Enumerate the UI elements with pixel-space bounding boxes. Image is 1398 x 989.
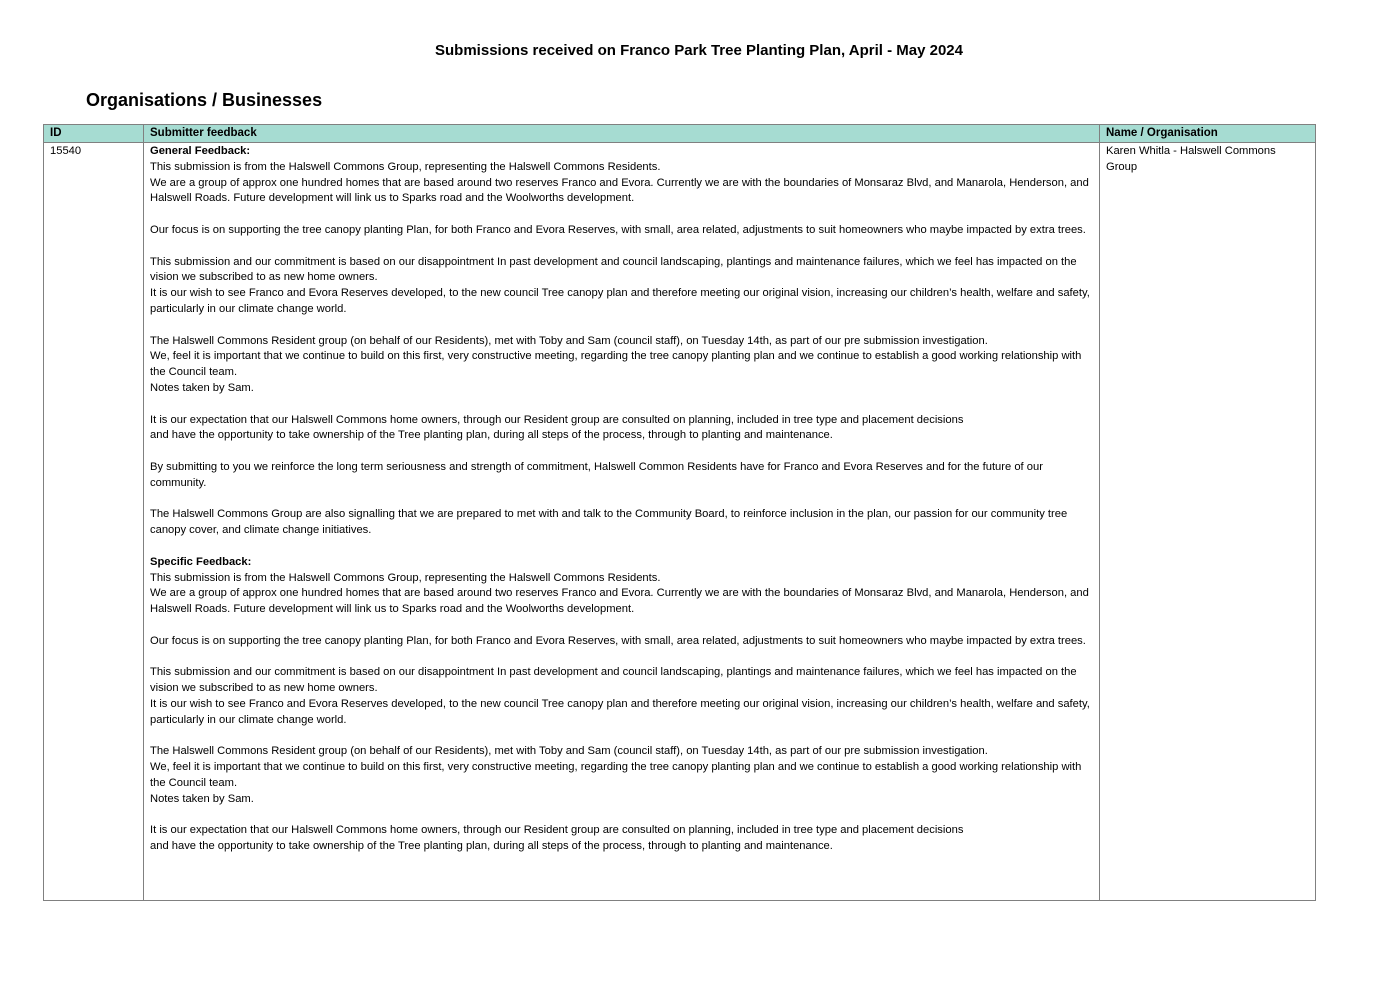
specific-paragraph: The Halswell Commons Resident group (on behalf of our Residents), met with Toby and Sam (council staff), on Tuesday 14th, as part of our pre submission investigation. We, feel it is important that we continue to build on this first, very constructive meeting, regarding the tree canopy planting plan and we continue to establish a good working relationship with the Council team. Notes taken by Sam. [150, 745, 1082, 805]
general-paragraph: By submitting to you we reinforce the long term seriousness and strength of commitment, Halswell Common Residents have for Franco and Evora Reserves and for the future of our community. [150, 460, 1043, 489]
general-paragraph: The Halswell Commons Group are also signalling that we are prepared to met with and talk to the Community Board, to reinforce inclusion in the plan, our passion for our community tree canopy cover, and climate change initiatives. [150, 508, 1068, 537]
specific-paragraph: It is our expectation that our Halswell Commons home owners, through our Resident group are consulted on planning, included in tree type and placement decisions and have the opportunity to take ownership of the Tree planting plan, during all steps of the process, through to planting and maintenance. [150, 824, 964, 853]
cell-name-organisation: Karen Whitla - Halswell Commons Group [1100, 143, 1316, 901]
page-title: Submissions received on Franco Park Tree Planting Plan, April - May 2024 [435, 42, 963, 59]
header-feedback: Submitter feedback [144, 125, 1100, 143]
specific-paragraph: Our focus is on supporting the tree canopy planting Plan, for both Franco and Evora Reserves, with small, area related, adjustments to suit homeowners who maybe impacted by extra trees. [150, 634, 1086, 647]
section-heading: Organisations / Businesses [86, 90, 323, 110]
general-feedback-heading: General Feedback: [150, 145, 251, 157]
header-id: ID [44, 125, 144, 143]
specific-paragraph: This submission is from the Halswell Commons Group, representing the Halswell Commons Residents. We are a group of approx one hundred homes that are based around two reserves Franco and Evora. Currently we are with the boundaries of Monsaraz Blvd, and Manarola, Henderson, and Halswell Roads. Future development will link us to Sparks road and the Woolworths development. [150, 571, 1089, 616]
table-header-row [44, 125, 1316, 143]
submissions-table [43, 124, 1316, 901]
specific-paragraph: This submission and our commitment is based on our disappointment In past development and council landscaping, plantings and maintenance failures, which we feel has impacted on the vision we subscribed to as new home owners. It is our wish to see Franco and Evora Reserves developed, to the new council Tree canopy plan and therefore meeting our original vision, increasing our children’s health, welfare and safety, particularly in our climate change world. [150, 666, 1090, 726]
table-row [44, 143, 1316, 901]
header-name: Name / Organisation [1100, 125, 1316, 143]
general-paragraph: This submission is from the Halswell Commons Group, representing the Halswell Commons Residents. We are a group of approx one hundred homes that are based around two reserves Franco and Evora. Currently we are with the boundaries of Monsaraz Blvd, and Manarola, Henderson, and Halswell Roads. Future development will link us to Sparks road and the Woolworths development. [150, 160, 1089, 205]
general-paragraph: It is our expectation that our Halswell Commons home owners, through our Resident group are consulted on planning, included in tree type and placement decisions and have the opportunity to take ownership of the Tree planting plan, during all steps of the process, through to planting and maintenance. [150, 413, 964, 442]
general-paragraph: The Halswell Commons Resident group (on behalf of our Residents), met with Toby and Sam (council staff), on Tuesday 14th, as part of our pre submission investigation. We, feel it is important that we continue to build on this first, very constructive meeting, regarding the tree canopy planting plan and we continue to establish a good working relationship with the Council team. Notes taken by Sam. [150, 334, 1082, 394]
general-paragraph: This submission and our commitment is based on our disappointment In past development and council landscaping, plantings and maintenance failures, which we feel has impacted on the vision we subscribed to as new home owners. It is our wish to see Franco and Evora Reserves developed, to the new council Tree canopy plan and therefore meeting our original vision, increasing our children’s health, welfare and safety, particularly in our climate change world. [150, 255, 1090, 315]
specific-feedback-heading: Specific Feedback: [150, 555, 252, 568]
cell-feedback [144, 143, 1100, 901]
general-paragraph: Our focus is on supporting the tree canopy planting Plan, for both Franco and Evora Reserves, with small, area related, adjustments to suit homeowners who maybe impacted by extra trees. [150, 223, 1086, 236]
cell-id: 15540 [44, 143, 144, 901]
